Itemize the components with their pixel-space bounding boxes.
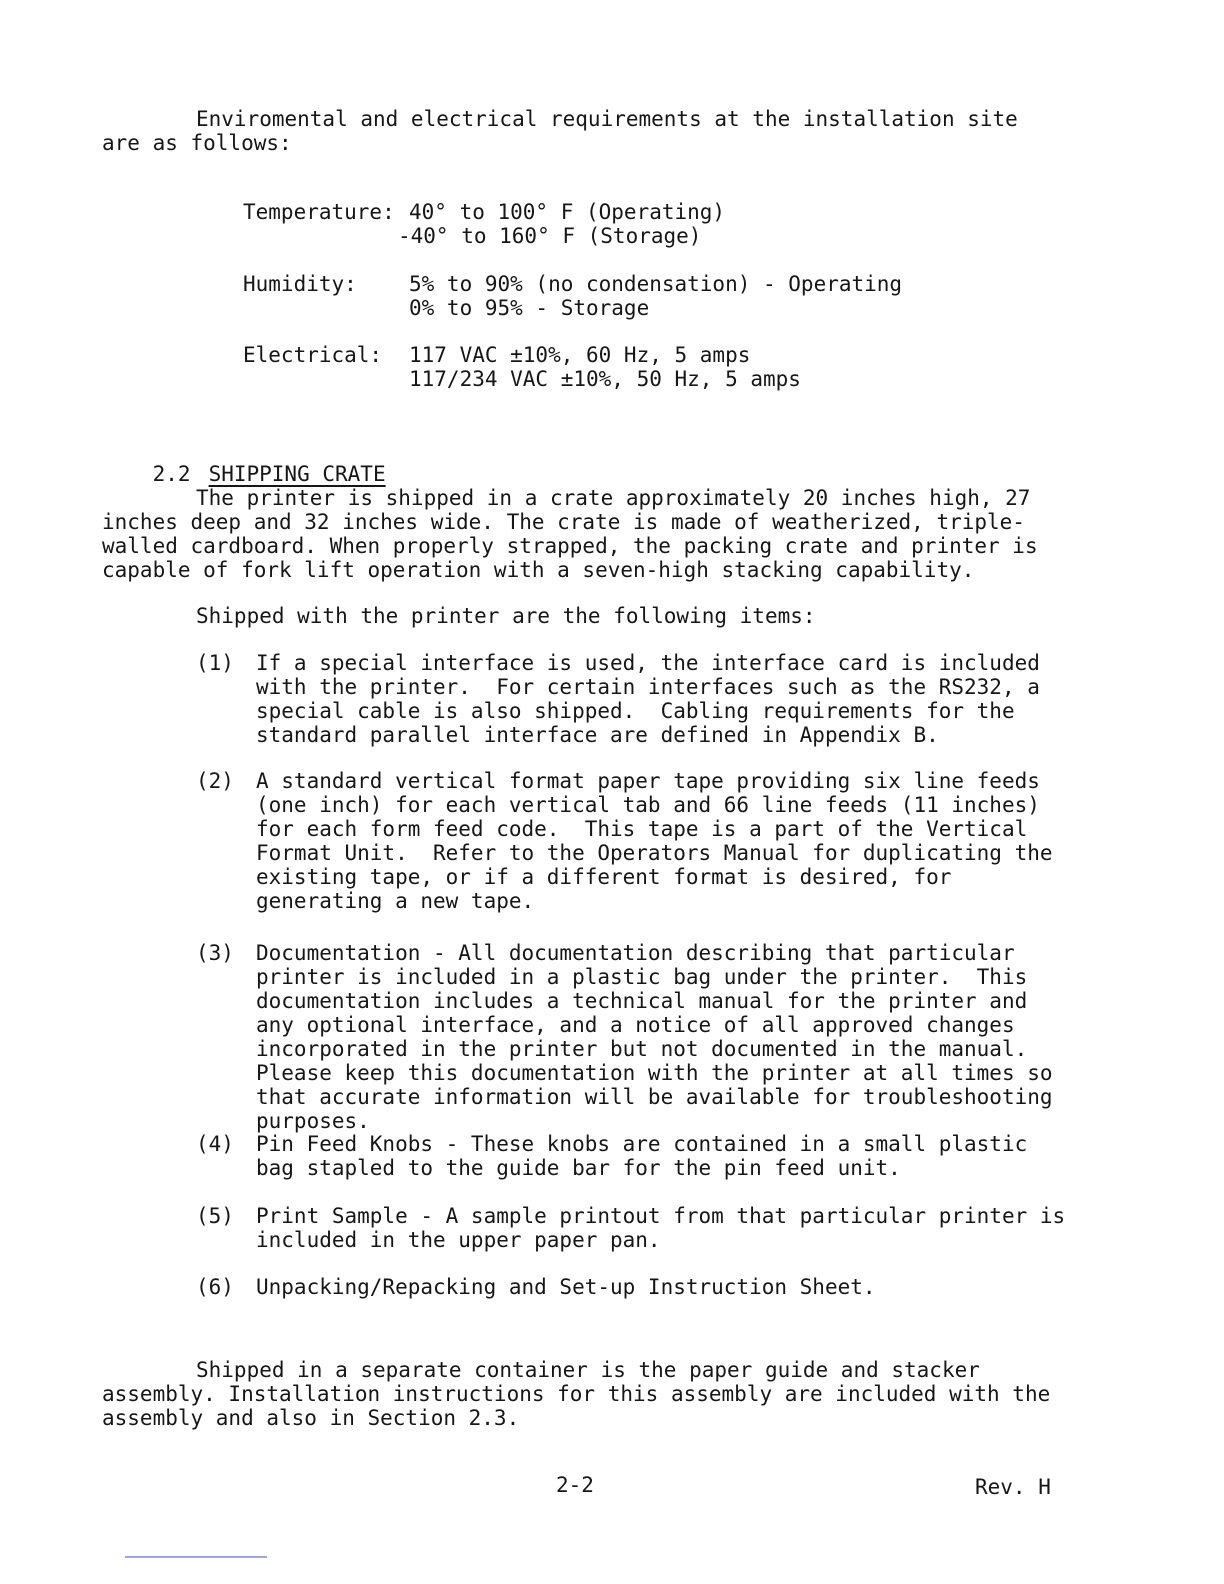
section-number: 2.2 bbox=[152, 462, 191, 486]
item-text: Pin Feed Knobs - These knobs are contained in a small plastic bag stapled to the guide bar for the pin feed unit. bbox=[256, 1132, 1040, 1180]
temperature-storage: -40° to 160° F (Storage) bbox=[398, 224, 702, 248]
item-text: Print Sample - A sample printout from that particular printer is included in the upper paper pan. bbox=[256, 1204, 1078, 1252]
item-number: (4) bbox=[196, 1132, 234, 1156]
humidity-operating: 5% to 90% (no condensation) - Operating bbox=[409, 272, 903, 296]
item-text: If a special interface is used, the interface card is included with the printer. For certain interfaces such as the RS232, a special cable is also shipped. Cabling requirements for the standard parallel interface are defined in Appendix B. bbox=[256, 651, 1053, 747]
electrical-60hz: 117 VAC ±10%, 60 Hz, 5 amps bbox=[409, 343, 751, 367]
item-text: Documentation - All documentation describing that particular printer is included in a plastic bag under the printer. This documentation includes a technical manual for the printer and any optional interface, and a notice of all approved changes incorporated in the printer but not documented in the manual. Please keep this documentation with the printer at all times so that accurate information will be available for troubleshooting purposes. bbox=[256, 941, 1066, 1133]
item-number: (3) bbox=[196, 941, 234, 965]
electrical-50hz: 117/234 VAC ±10%, 50 Hz, 5 amps bbox=[409, 367, 801, 391]
item-number: (6) bbox=[196, 1275, 234, 1299]
item-number: (2) bbox=[196, 769, 234, 793]
temperature-label: Temperature: bbox=[243, 200, 395, 224]
shipping-crate-paragraph: The printer is shipped in a crate approximately 20 inches high, 27 inches deep and 32 inches wide. The crate is made of weatherized, triple-walled cardboard. When properly strapped, the packing crate and printer is capable of fork lift operation with a seven-high stacking capability. bbox=[102, 486, 1038, 582]
item-text: A standard vertical format paper tape providing six line feeds (one inch) for each vertical tab and 66 line feeds (11 inches) for each form feed code. This tape is a part of the Vertical Format Unit. Refer to the Operators Manual for duplicating the existing tape, or if a different format is desired, for generating a new tape. bbox=[256, 769, 1066, 913]
section-title: SHIPPING CRATE bbox=[208, 462, 386, 486]
electrical-label: Electrical: bbox=[243, 343, 383, 367]
page-number: 2-2 bbox=[556, 1473, 594, 1497]
humidity-storage: 0% to 95% - Storage bbox=[409, 296, 650, 320]
separate-container-paragraph: Shipped in a separate container is the paper guide and stacker assembly. Installation instructions for this assembly are included with the assembly and also in Section 2.3. bbox=[102, 1358, 1051, 1430]
humidity-label: Humidity: bbox=[243, 272, 357, 296]
item-number: (5) bbox=[196, 1204, 234, 1228]
temperature-operating: 40° to 100° F (Operating) bbox=[409, 200, 726, 224]
intro-paragraph: Enviromental and electrical requirements at the installation site are as follows: bbox=[102, 107, 1018, 155]
item-text: Unpacking/Repacking and Set-up Instruction Sheet. bbox=[256, 1275, 876, 1299]
list-intro: Shipped with the printer are the following items: bbox=[196, 604, 816, 628]
item-number: (1) bbox=[196, 651, 234, 675]
bottom-rule bbox=[125, 1556, 267, 1558]
revision-label: Rev. H bbox=[975, 1475, 1051, 1499]
